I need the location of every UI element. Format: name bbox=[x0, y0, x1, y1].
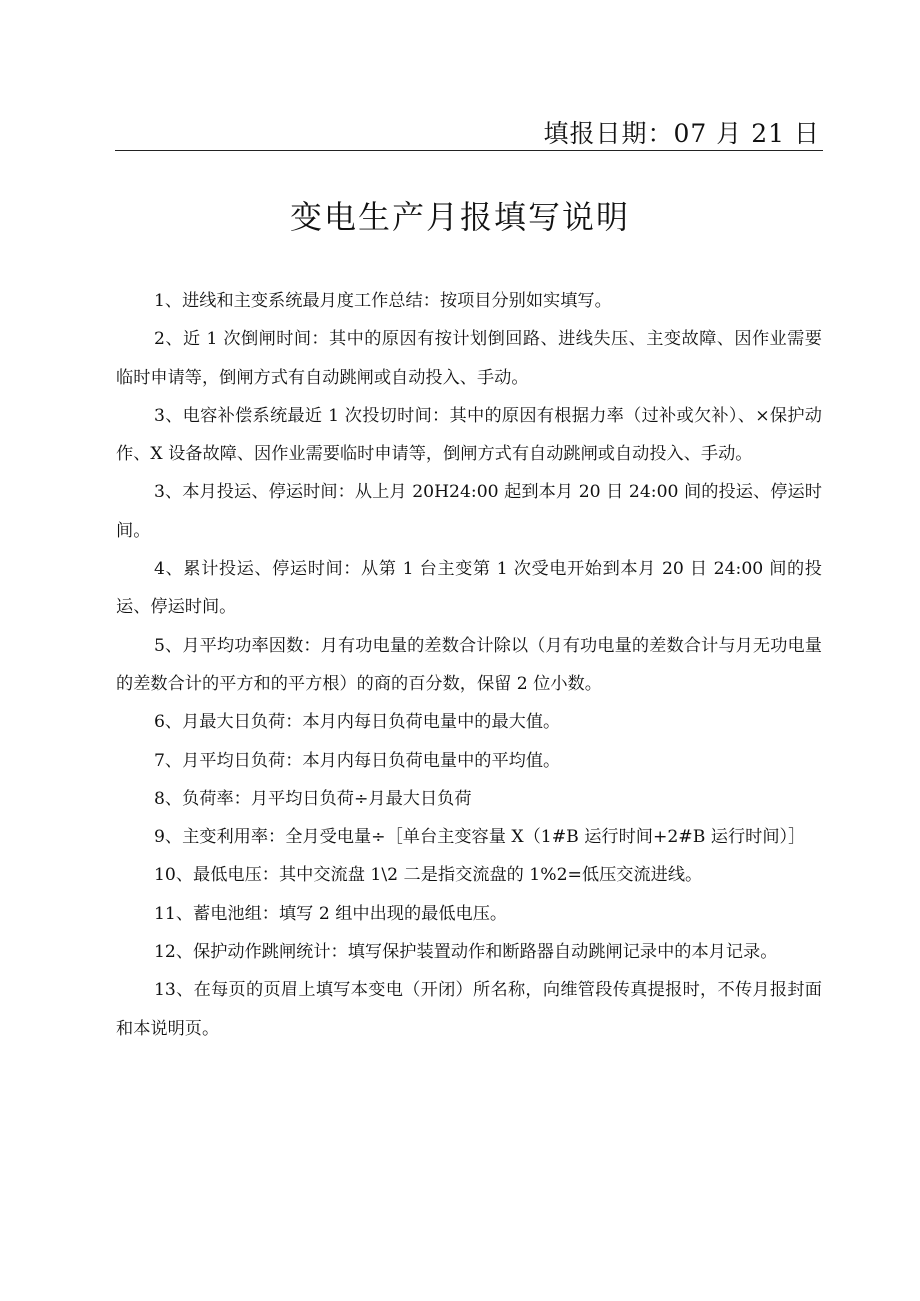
instruction-item: 6、月最大日负荷：本月内每日负荷电量中的最大值。 bbox=[154, 712, 561, 733]
instruction-item: 12、保护动作跳闸统计：填写保护装置动作和断路器自动跳闸记录中的本月记录。 bbox=[154, 942, 778, 963]
instruction-item: 4、累计投运、停运时间：从第 1 台主变第 1 次受电开始到本月 20 日 24:00 间的投运、停运时间。 bbox=[116, 559, 822, 618]
report-date: 填报日期：07 月 21 日 bbox=[543, 119, 820, 148]
instruction-item: 13、在每页的页眉上填写本变电（开闭）所名称，向维管段传真提报时，不传月报封面和本说明页。 bbox=[116, 980, 822, 1039]
instruction-item: 2、近 1 次倒闸时间：其中的原因有按计划倒回路、进线失压、主变故障、因作业需要临时申请等，倒闸方式有自动跳闸或自动投入、手动。 bbox=[116, 329, 822, 388]
header-divider bbox=[115, 150, 823, 151]
instruction-item: 9、主变利用率：全月受电量÷［单台主变容量 X（1#B 运行时间+2#B 运行时间）］ bbox=[154, 827, 806, 848]
instruction-item: 11、蓄电池组：填写 2 组中出现的最低电压。 bbox=[154, 903, 508, 924]
instruction-item: 3、电容补偿系统最近 1 次投切时间：其中的原因有根据力率（过补或欠补）、×保护动作、X 设备故障、因作业需要临时申请等，倒闸方式有自动跳闸或自动投入、手动。 bbox=[116, 405, 822, 465]
instruction-item: 5、月平均功率因数：月有功电量的差数合计除以（月有功电量的差数合计与月无功电量的差数合计的平方和的平方根）的商的百分数，保留 2 位小数。 bbox=[116, 635, 822, 694]
instruction-item: 10、最低电压：其中交流盘 1\2 二是指交流盘的 1%2=低压交流进线。 bbox=[154, 865, 703, 886]
instruction-item: 3、本月投运、停运时间：从上月 20H24:00 起到本月 20 日 24:00 间的投运、停运时间。 bbox=[116, 482, 822, 541]
instruction-item: 1、进线和主变系统最月度工作总结：按项目分别如实填写。 bbox=[154, 291, 612, 311]
instruction-item: 7、月平均日负荷：本月内每日负荷电量中的平均值。 bbox=[154, 750, 561, 771]
instruction-item: 8、负荷率：月平均日负荷÷月最大日负荷 bbox=[154, 788, 472, 809]
document-title: 变电生产月报填写说明 bbox=[289, 198, 630, 236]
instructions-body bbox=[116, 282, 822, 1048]
